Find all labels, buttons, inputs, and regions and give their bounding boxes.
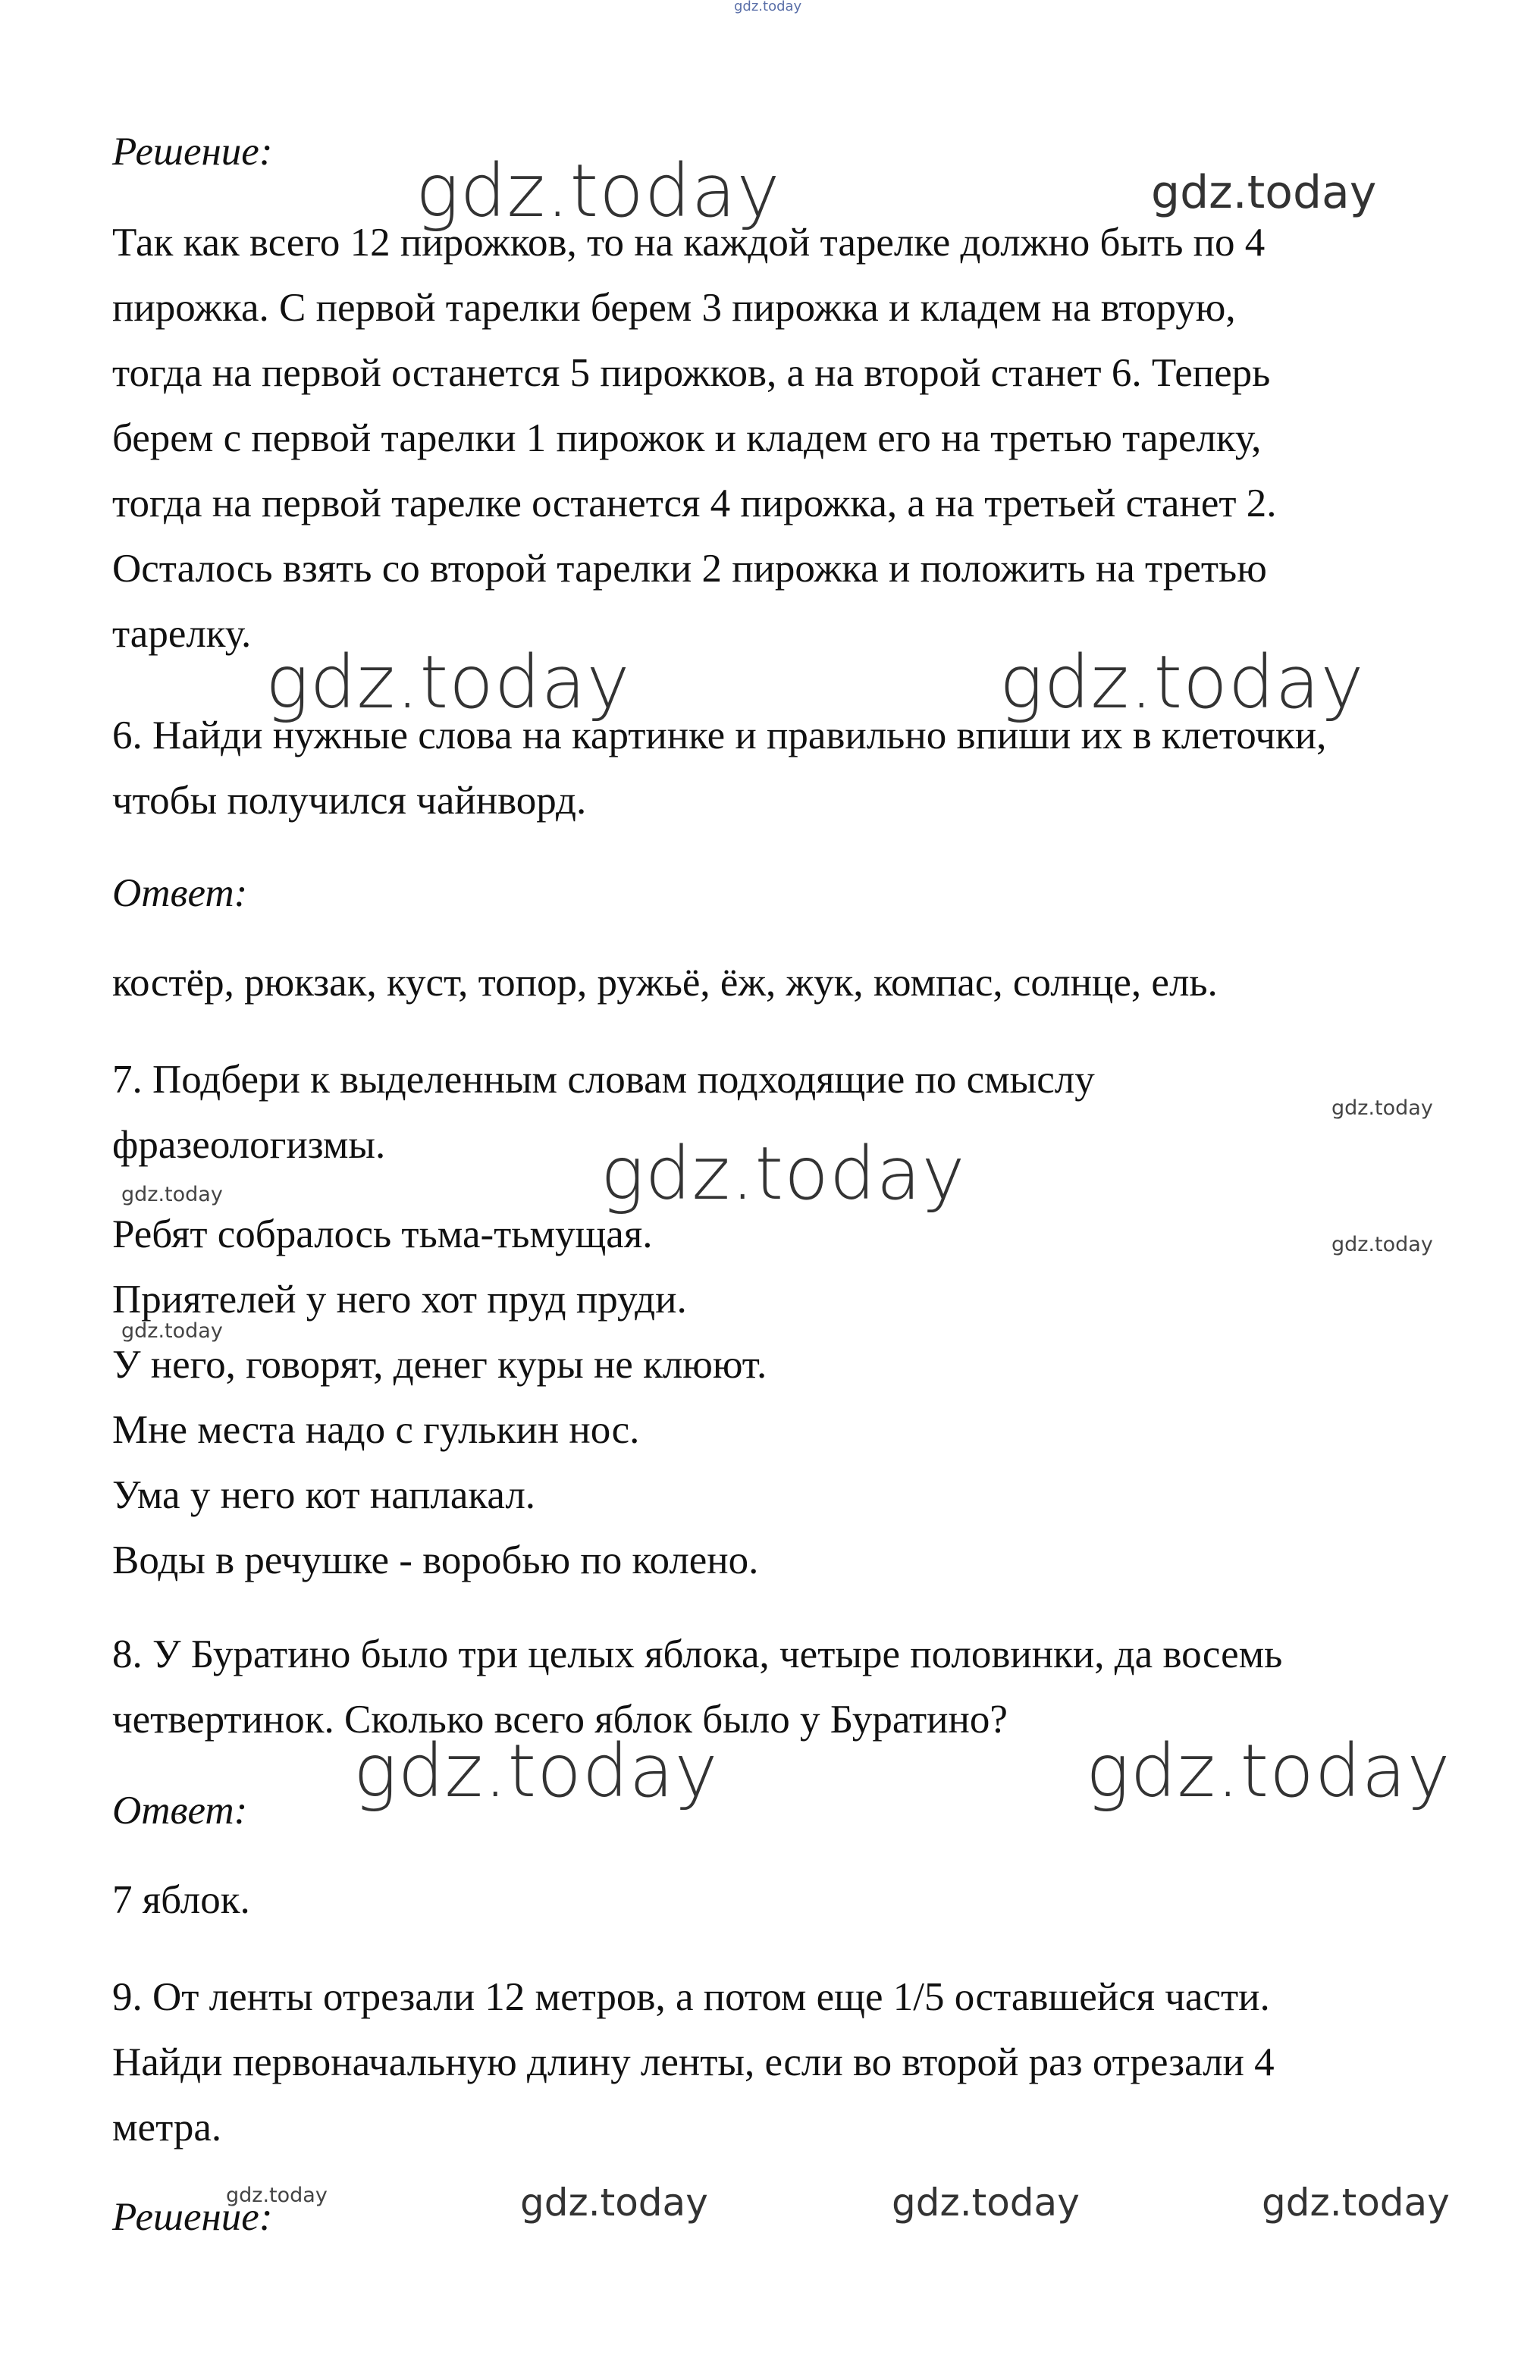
watermark: gdz.today — [1151, 166, 1377, 219]
watermark: gdz.today — [1262, 2181, 1450, 2225]
task-8-text: четвертинок. Сколько всего яблок было у Буратино? — [112, 1698, 1008, 1742]
solution-text-line: тарелку. — [112, 612, 252, 656]
solution-text-line: Осталось взять со второй тарелки 2 пирожка и положить на третью — [112, 547, 1267, 591]
watermark: gdz.today — [1331, 1096, 1433, 1120]
phrase-line: Ума у него кот наплакал. — [112, 1473, 536, 1517]
watermark: gdz.today — [1086, 1729, 1451, 1814]
answer-text: костёр, рюкзак, куст, топор, ружьё, ёж, жук, компас, солнце, ель. — [112, 961, 1218, 1005]
answer-heading: Ответ: — [112, 871, 248, 915]
solution-text-line: берем с первой тарелки 1 пирожок и кладем его на третью тарелку, — [112, 416, 1262, 460]
watermark: gdz.today — [520, 2181, 708, 2225]
task-9-text: метра. — [112, 2106, 222, 2150]
phrase-line: Воды в речушке - воробью по колено. — [112, 1538, 759, 1582]
answer-text: 7 яблок. — [112, 1878, 250, 1922]
solution-heading: Решение: — [112, 130, 273, 174]
task-7-text: 7. Подбери к выделенным словам подходящие по смыслу — [112, 1058, 1095, 1102]
solution-text-line: тогда на первой тарелке останется 4 пирожка, а на третьей станет 2. — [112, 481, 1277, 525]
watermark: gdz.today — [353, 1729, 719, 1814]
watermark: gdz.today — [226, 2184, 328, 2207]
phrase-line: Приятелей у него хот пруд пруди. — [112, 1278, 687, 1322]
watermark: gdz.today — [416, 149, 781, 234]
watermark: gdz.today — [121, 1183, 223, 1206]
watermark: gdz.today — [601, 1131, 966, 1216]
phrase-line: У него, говорят, денег куры не клюют. — [112, 1343, 767, 1387]
task-8-text: 8. У Буратино было три целых яблока, четыре половинки, да восемь — [112, 1632, 1283, 1676]
watermark: gdz.today — [1331, 1233, 1433, 1256]
task-9-text: Найди первоначальную длину ленты, если во второй раз отрезали 4 — [112, 2040, 1275, 2084]
watermark: gdz.today — [734, 0, 802, 14]
task-6-text: 6. Найди нужные слова на картинке и правильно впиши их в клеточки, — [112, 713, 1327, 757]
solution-text-line: тогда на первой останется 5 пирожков, а на второй станет 6. Теперь — [112, 351, 1271, 395]
answer-heading: Ответ: — [112, 1789, 248, 1833]
watermark: gdz.today — [265, 640, 631, 725]
solution-text-line: пирожка. С первой тарелки берем 3 пирожка и кладем на вторую, — [112, 286, 1236, 330]
watermark: gdz.today — [999, 640, 1365, 725]
task-7-text: фразеологизмы. — [112, 1123, 386, 1167]
phrase-line: Мне места надо с гулькин нос. — [112, 1408, 640, 1452]
solution-heading: Решение: — [112, 2195, 273, 2239]
phrase-line: Ребят собралось тьма-тьмущая. — [112, 1212, 653, 1256]
watermark: gdz.today — [121, 1319, 223, 1343]
solution-text-line: Так как всего 12 пирожков, то на каждой тарелке должно быть по 4 — [112, 221, 1266, 265]
watermark: gdz.today — [892, 2181, 1080, 2225]
task-6-text: чтобы получился чайнворд. — [112, 779, 587, 823]
task-9-text: 9. От ленты отрезали 12 метров, а потом еще 1/5 оставшейся части. — [112, 1975, 1270, 2019]
